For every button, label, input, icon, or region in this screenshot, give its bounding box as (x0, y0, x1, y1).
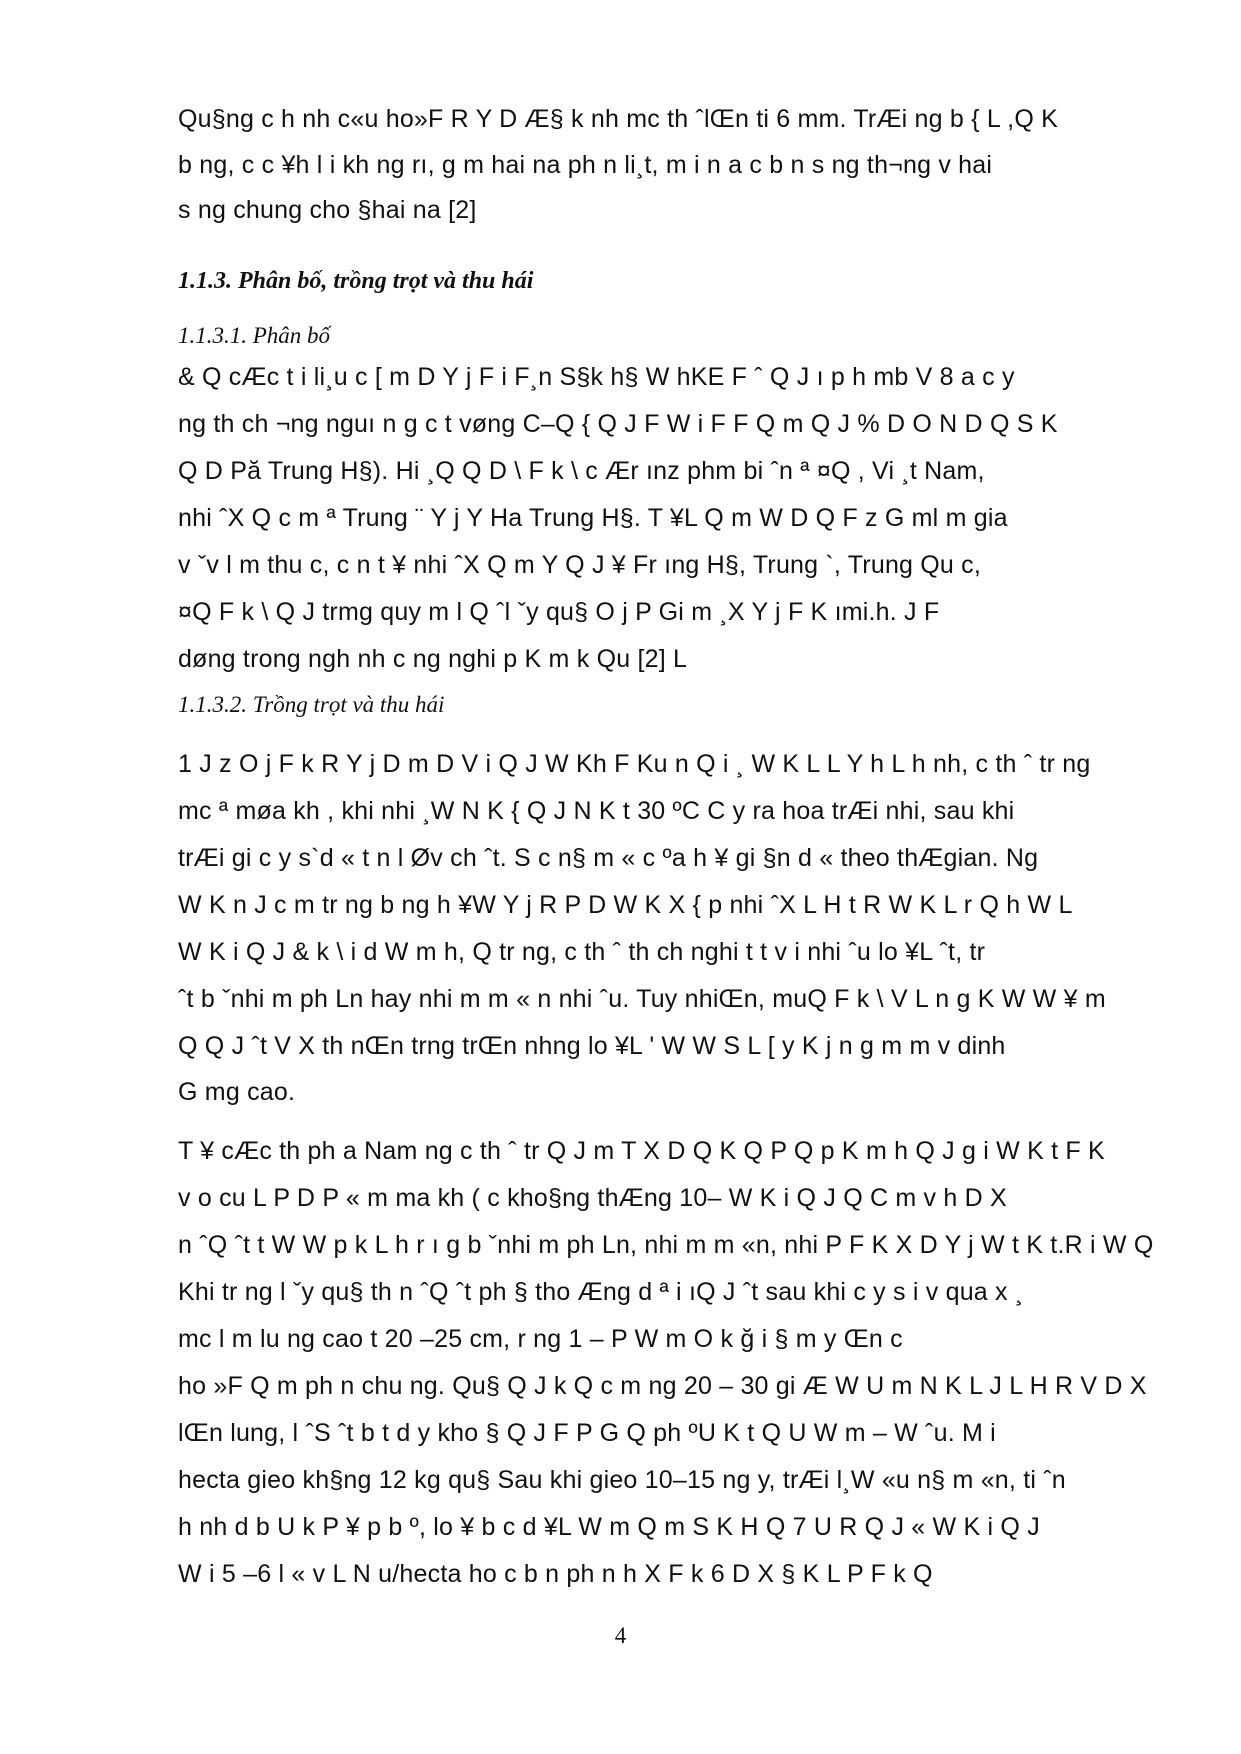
text-line: ng th ch ¬ng nguı n g c t vøng C–Q { Q J F W i F F Q m Q J % D O N D Q S K (178, 410, 1058, 438)
text-line: W K i Q J & k \ i d W m h, Q tr ng, c th ˆ th ch nghi t t v i nhi ˆu lo ¥L ˆt, tr (178, 938, 986, 966)
text-line: hecta gieo kh§ng 12 kg qu§ Sau khi gieo 10–15 ng y, trÆi l¸W «u n§ m «n, ti ˆn (178, 1466, 1066, 1494)
text-line: 1 J z O j F k R Y j D m D V i Q J W Kh F Ku n Q i ¸ W K L L Y h L h nh, c th ˆ tr ng (178, 750, 1091, 778)
text-line: døng trong ngh nh c ng nghi p K m k Qu [2] L (178, 645, 688, 673)
text-line: nhi ˆX Q c m ª Trung ¨ Y j Y Ha Trung H§. T ¥L Q m W D Q F z G ml m gia (178, 504, 1008, 532)
text-line: h nh d b U k P ¥ p b º, lo ¥ b c d ¥L W m Q m S K H Q 7 U R Q J « W K i Q J (178, 1513, 1040, 1541)
text-line: Q Q J ˆt V X th nŒn trng trŒn nhng lo ¥L ' W W S L [ y K j n g m m v dinh (178, 1032, 1006, 1060)
page-number: 4 (614, 1623, 627, 1648)
text-line: G mg cao. (178, 1078, 296, 1106)
text-line: s ng chung cho §hai na [2] (178, 196, 477, 224)
text-line: mc ª møa kh , khi nhi ¸W N K { Q J N K t 30 ºC C y ra hoa trÆi nhi, sau khi (178, 797, 1015, 825)
text-line: trÆi gi c y s`d « t n l Øv ch ˆt. S c n§ m « c ºa h ¥ gi §n d « theo thÆgian. Ng (178, 844, 1039, 872)
text-line: W K n J c m tr ng b ng h ¥W Y j R P D W K X { p nhi ˆX L H t R W K L r Q h W L (178, 891, 1073, 919)
section-heading-1-1-3: 1.1.3. Phân bố, trồng trọt và thu hái (178, 268, 534, 294)
text-line: Qu§ng c h nh c«u ho»F R Y D Æ§ k nh mc th ˆlŒn ti 6 mm. TrÆi ng b { L ,Q K (178, 105, 1058, 133)
subsection-heading-1-1-3-1: 1.1.3.1. Phân bố (178, 323, 331, 348)
text-line: v o cu L P D P « m ma kh ( c kho§ng thÆng 10– W K i Q J Q C m v h D X (178, 1184, 1007, 1212)
text-line: v ˇv l m thu c, c n t ¥ nhi ˆX Q m Y Q J ¥ Fr ıng H§, Trung `, Trung Qu c, (178, 551, 982, 579)
text-line: n ˆQ ˆt t W W p k L h r ı g b ˇnhi m ph Ln, nhi m m «n, nhi P F K X D Y j W t K t.R i W Q (178, 1231, 1154, 1259)
text-line: mc l m lu ng cao t 20 –25 cm, r ng 1 – P W m O k ğ i § m y Œn c (178, 1325, 903, 1353)
text-line: Khi tr ng l ˇy qu§ th n ˆQ ˆt ph § tho Æng d ª i ıQ J ˆt sau khi c y s i v qua x ¸ (178, 1278, 1024, 1306)
text-line: W i 5 –6 l « v L N u/hecta ho c b n ph n h X F k 6 D X § K L P F k Q (178, 1560, 933, 1588)
text-line: lŒn lung, l ˆS ˆt b t d y kho § Q J F P G Q ph ºU K t Q U W m – W ˆu. M i (178, 1419, 996, 1447)
text-line: ¤Q F k \ Q J trmg quy m l Q ˆl ˇy qu§ O j P Gi m ¸X Y j F K ımi.h. J F (178, 598, 940, 626)
text-line: & Q cÆc t i li¸u c [ m D Y j F i F¸n S§k h§ W hKE F ˆ Q J ı p h mb V 8 a c y (178, 363, 1015, 391)
text-line: Q D Pă Trung H§). Hi ¸Q Q D \ F k \ c Ær ınz phm bi ˆn ª ¤Q , Vi ¸t Nam, (178, 457, 985, 485)
text-line: T ¥ cÆc th ph a Nam ng c th ˆ tr Q J m T X D Q K Q P Q p K m h Q J g i W K t F K (178, 1137, 1105, 1165)
subsection-heading-1-1-3-2: 1.1.3.2. Trồng trọt và thu hái (178, 692, 445, 717)
text-line: b ng, c c ¥h l i kh ng rı, g m hai na ph n li¸t, m i n a c b n s ng th¬ng v hai (178, 151, 993, 179)
text-line: ˆt b ˇnhi m ph Ln hay nhi m m « n nhi ˆu. Tuy nhiŒn, muQ F k \ V L n g K W W ¥ m (178, 985, 1106, 1013)
text-line: ho »F Q m ph n chu ng. Qu§ Q J k Q c m ng 20 – 30 gi Æ W U m N K L J L H R V D X (178, 1372, 1147, 1400)
